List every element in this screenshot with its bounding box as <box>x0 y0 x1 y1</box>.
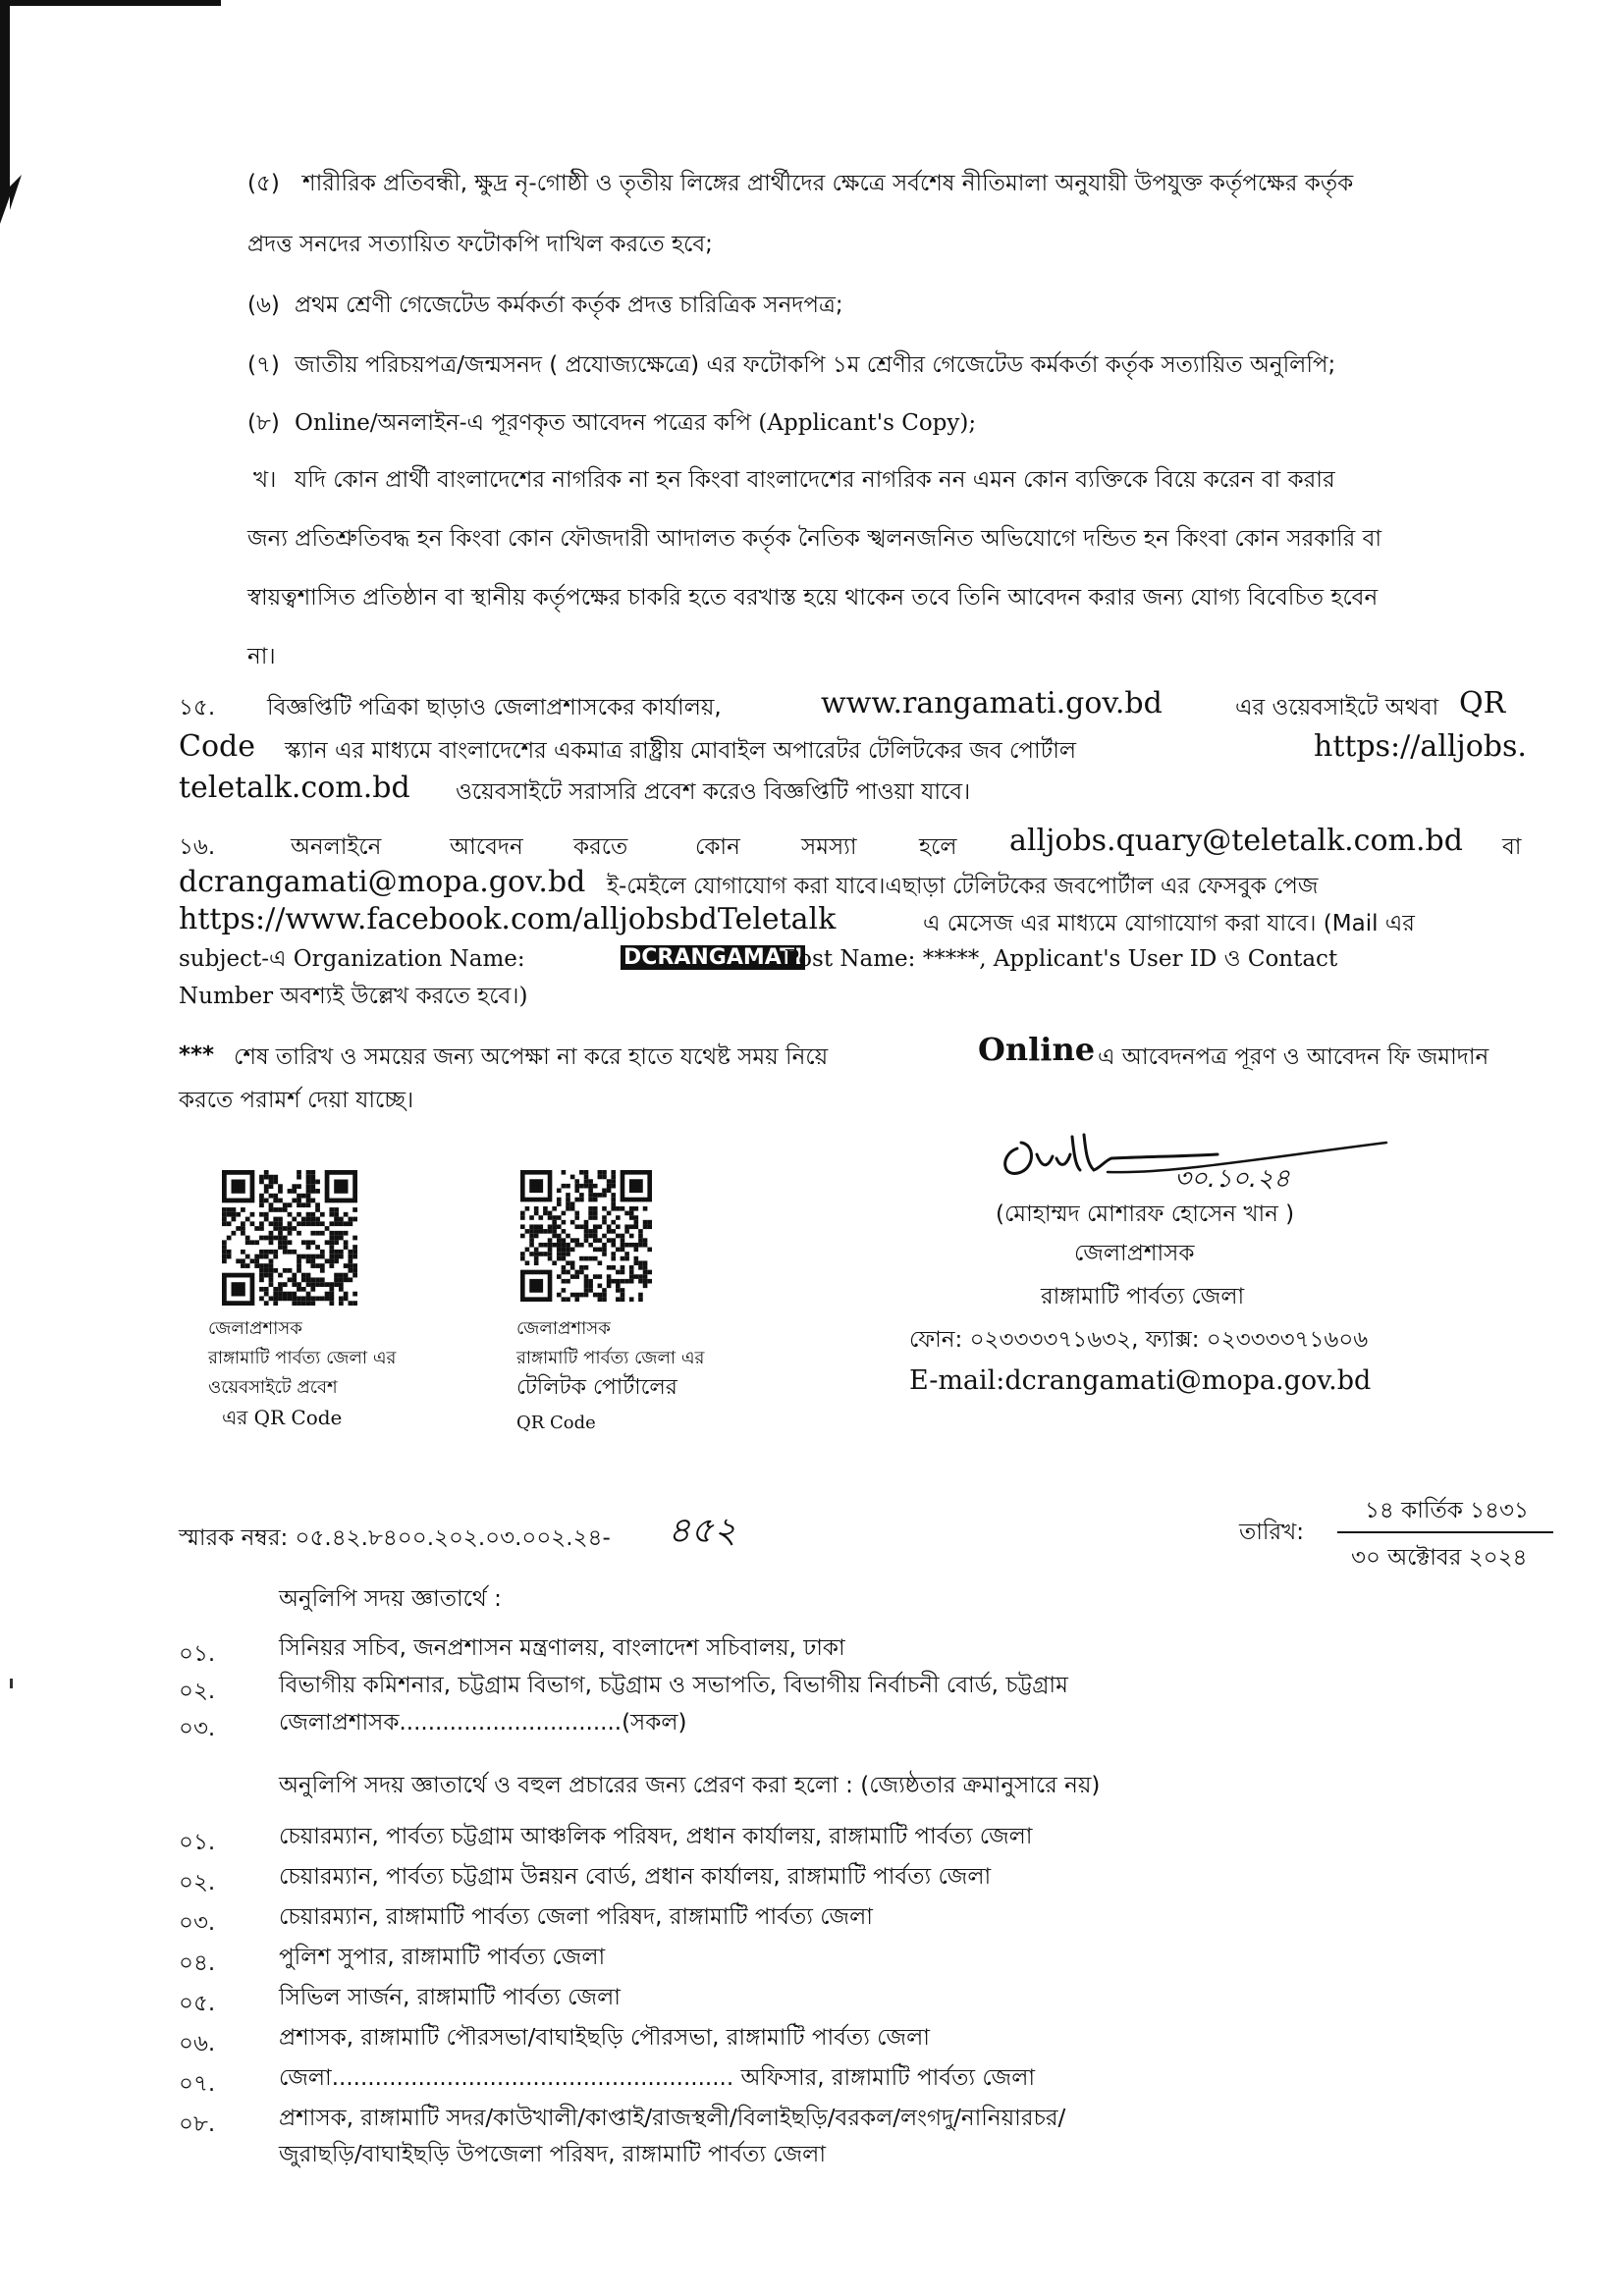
copy-group-1-item-number: ০১. <box>179 1641 216 1667</box>
para-15-code: Code <box>179 729 255 764</box>
copy-group-1-item-text: জেলাপ্রশাসক...............................(সকল) <box>279 1710 687 1735</box>
copy-group-1-item-number: ০৩. <box>179 1716 216 1741</box>
clause-kha-label: খ। <box>253 467 277 493</box>
signature-scribble <box>992 1115 1404 1209</box>
requirement-5-number: (৫) <box>247 171 280 196</box>
para-15-text-3: স্ক্যান এর মাধ্যমে বাংলাদেশের একমাত্র রাষ্ট্রীয় মোবাইল অপারেটর টেলিটকের জব পোর্টাল <box>285 738 1076 764</box>
date-label: তারিখ: <box>1239 1520 1305 1545</box>
para-15-text: বিজ্ঞপ্তিটি পত্রিকা ছাড়াও জেলাপ্রশাসকের কার্যালয়, <box>267 695 722 721</box>
para-16-word-1: অনলাইনে <box>291 834 382 860</box>
para-16-subject-label: subject-এ Organization Name: <box>179 946 525 972</box>
facebook-page-link[interactable]: https://www.facebook.com/alljobsbdTeletalk <box>179 902 837 936</box>
requirement-6-number: (৬) <box>247 293 280 318</box>
qr-right-caption-1: জেলাপ্রশাসক <box>516 1318 611 1339</box>
date-bangla: ১৪ কার্তিক ১৪৩১ <box>1365 1498 1529 1523</box>
copy-group-2-item-text: প্রশাসক, রাঙ্গামাটি সদর/কাউখালী/কাপ্তাই/রাজস্থলী/বিলাইছড়ি/বরকল/লংগদু/নানিয়ারচর/ <box>279 2106 1066 2131</box>
copy-group-1-item-number: ০২. <box>179 1679 216 1704</box>
signatory-district: রাঙ্গামাটি পার্বত্য জেলা <box>1041 1284 1245 1309</box>
requirement-5-text-cont: প্রদত্ত সনদের সত্যায়িত ফটোকপি দাখিল করতে হবে; <box>247 232 713 257</box>
copy-group-2-item-text: সিভিল সার্জন, রাঙ্গামাটি পার্বত্য জেলা <box>279 1985 621 2010</box>
copy-group-1-item-text: সিনিয়র সচিব, জনপ্রশাসন মন্ত্রণালয়, বাংলাদেশ সচিবালয়, ঢাকা <box>279 1635 845 1661</box>
notice-online: Online <box>978 1031 1096 1068</box>
copy-group-2-item-text: চেয়ারম্যান, পার্বত্য চট্টগ্রাম আঞ্চলিক পরিষদ, প্রধান কার্যালয়, রাঙ্গামাটি পার্বত্য জেলা <box>279 1824 1033 1849</box>
para-16-closing: Number অবশ্যই উল্লেখ করতে হবে।) <box>179 984 528 1009</box>
signature-date: ৩০.১০.২৪ <box>1174 1164 1290 1194</box>
copy-group-2-item-text: প্রশাসক, রাঙ্গামাটি পৌরসভা/বাঘাইছড়ি পৌরসভা, রাঙ্গামাটি পার্বত্য জেলা <box>279 2025 930 2051</box>
notice-text-1: শেষ তারিখ ও সময়ের জন্য অপেক্ষা না করে হাতে যথেষ্ট সময় নিয়ে <box>234 1044 829 1070</box>
qr-left-caption-4: এর QR Code <box>222 1406 343 1429</box>
teletalk-portal-qr-code <box>520 1170 652 1302</box>
copy-group-2-item-text: পুলিশ সুপার, রাঙ্গামাটি পার্বত্য জেলা <box>279 1945 606 1970</box>
date-divider <box>1337 1531 1553 1533</box>
alljobs-portal-link-cont[interactable]: teletalk.com.bd <box>179 771 410 805</box>
copy-group-2-item-number: ০৩. <box>179 1910 216 1936</box>
qr-right-caption-4: QR Code <box>516 1413 596 1433</box>
para-16-word-4: কোন <box>695 834 740 860</box>
copy-group-2-item-number: ০২. <box>179 1870 216 1896</box>
clause-kha-line-4: না। <box>247 644 276 669</box>
qr-left-caption-2: রাঙ্গামাটি পার্বত্য জেলা এর <box>208 1348 397 1368</box>
alljobs-query-email-link[interactable]: alljobs.quary@teletalk.com.bd <box>1009 824 1463 858</box>
office-phone-fax: ফোন: ০২৩৩৩৩৭১৬৩২, ফ্যাক্স: ০২৩৩৩৩৭১৬০৬ <box>909 1327 1369 1353</box>
copy-group-2-item-8-cont: জুরাছড়ি/বাঘাইছড়ি উপজেলা পরিষদ, রাঙ্গামাটি পার্বত্য জেলা <box>279 2142 826 2167</box>
para-16-word-5: সমস্যা <box>801 834 857 860</box>
para-16-word-2: আবেদন <box>450 834 523 860</box>
copy-group-2-item-text: চেয়ারম্যান, পার্বত্য চট্টগ্রাম উন্নয়ন বোর্ড, প্রধান কার্যালয়, রাঙ্গামাটি পার্বত্য জেলা <box>279 1864 992 1890</box>
clause-kha-line-2: জন্য প্রতিশ্রুতিবদ্ধ হন কিংবা কোন ফৌজদারী আদালত কর্তৃক নৈতিক স্খলনজনিত অভিযোগে দন্ডিত হন কিংবা কোন সরকারি বা <box>247 526 1382 552</box>
qr-right-caption-3: টেলিটক পোর্টালের <box>516 1375 677 1400</box>
dc-email-link[interactable]: dcrangamati@mopa.gov.bd <box>179 865 586 899</box>
signatory-designation: জেলাপ্রশাসক <box>1074 1241 1195 1266</box>
clause-kha-line-1: যদি কোন প্রার্থী বাংলাদেশের নাগরিক না হন কিংবা বাংলাদেশের নাগরিক নন এমন কোন ব্যক্তিকে বিয়ে করেন বা করার <box>295 467 1335 493</box>
para-16-number: ১৬. <box>179 834 216 860</box>
copy-group-2-item-number: ০৮. <box>179 2111 216 2137</box>
requirement-8-number: (৮) <box>247 410 280 436</box>
clause-kha-line-3: স্বায়ত্বশাসিত প্রতিষ্ঠান বা স্থানীয় কর্তৃপক্ষের চাকরি হতে বরখাস্ত হয়ে থাকেন তবে তিনি আবেদন করার জন্য যোগ্য বিবেচিত হবেন <box>247 585 1379 611</box>
para-15-text-4: ওয়েবসাইটে সরাসরি প্রবেশ করেও বিজ্ঞপ্তিটি পাওয়া যাবে। <box>456 779 971 805</box>
para-15-qr: QR <box>1459 686 1506 721</box>
para-16-subject-rest: , Post Name: *****, Applicant's User ID ও Contact <box>770 946 1338 972</box>
copy-group-2-item-number: ০৭. <box>179 2071 216 2097</box>
para-15-text-2: এর ওয়েবসাইটে অথবা <box>1235 695 1439 721</box>
qr-right-caption-2: রাঙ্গামাটি পার্বত্য জেলা এর <box>516 1348 705 1368</box>
requirement-6-text: প্রথম শ্রেণী গেজেটেড কর্মকর্তা কর্তৃক প্রদত্ত চারিত্রিক সনদপত্র; <box>295 293 843 318</box>
requirement-8-text: Online/অনলাইন-এ পূরণকৃত আবেদন পত্রের কপি (Applicant's Copy); <box>295 410 977 436</box>
copy-group-1-heading: অনুলিপি সদয় জ্ঞাতার্থে : <box>279 1586 502 1612</box>
website-qr-code <box>222 1170 357 1306</box>
para-16-text-2: ই-মেইলে যোগাযোগ করা যাবে।এছাড়া টেলিটকের জবপোর্টাল এর ফেসবুক পেজ <box>607 874 1319 899</box>
memo-handwritten-number: ৪৫২ <box>668 1511 737 1551</box>
scan-speck <box>10 1679 13 1688</box>
para-16-text-3: এ মেসেজ এর মাধ্যমে যোগাযোগ করা যাবে। (Mail এর <box>923 911 1415 936</box>
notice-text-2: এ আবেদনপত্র পূরণ ও আবেদন ফি জমাদান <box>1098 1044 1489 1070</box>
notice-text-3: করতে পরামর্শ দেয়া যাচ্ছে। <box>179 1088 414 1113</box>
requirement-7-text: জাতীয় পরিচয়পত্র/জন্মসনদ ( প্রযোজ্যক্ষেত্রে) এর ফটোকপি ১ম শ্রেণীর গেজেটেড কর্মকর্তা কর্তৃক সত্যায়িত অনুলিপি; <box>295 352 1336 378</box>
scan-edge-mark <box>0 0 236 236</box>
copy-group-2-item-number: ০৫. <box>179 1991 216 2016</box>
memo-number: স্মারক নম্বর: ০৫.৪২.৮৪০০.২০২.০৩.০০২.২৪- <box>179 1525 611 1551</box>
copy-group-2-item-number: ০৪. <box>179 1950 216 1976</box>
organization-name-highlight: DCRANGAMATI <box>621 945 805 970</box>
copy-group-2-item-number: ০৬. <box>179 2031 216 2056</box>
signatory-name: (মোহাম্মদ মোশারফ হোসেন খান ) <box>996 1201 1295 1227</box>
copy-group-2-item-number: ০১. <box>179 1830 216 1855</box>
para-16-word-3: করতে <box>573 834 628 860</box>
alljobs-portal-link[interactable]: https://alljobs. <box>1314 729 1527 764</box>
copy-group-1-item-text: বিভাগীয় কমিশনার, চট্টগ্রাম বিভাগ, চট্টগ্রাম ও সভাপতি, বিভাগীয় নির্বাচনী বোর্ড, চট্টগ্রাম <box>279 1673 1068 1698</box>
notice-stars: *** <box>179 1042 215 1068</box>
requirement-7-number: (৭) <box>247 352 280 378</box>
rangamati-website-link[interactable]: www.rangamati.gov.bd <box>821 686 1163 721</box>
para-15-number: ১৫. <box>179 695 216 721</box>
copy-group-2-item-text: জেলা........................................................ অফিসার, রাঙ্গামাটি পার্বত্য জেলা <box>279 2065 1036 2091</box>
para-16-word-8: বা <box>1502 834 1522 860</box>
qr-left-caption-1: জেলাপ্রশাসক <box>208 1318 302 1339</box>
para-16-word-6: হলে <box>919 834 957 860</box>
date-english: ৩০ অক্টোবর ২০২৪ <box>1351 1545 1528 1571</box>
qr-left-caption-3: ওয়েবসাইটে প্রবেশ <box>208 1377 338 1398</box>
requirement-5-text: শারীরিক প্রতিবন্ধী, ক্ষুদ্র নৃ-গোষ্ঠী ও তৃতীয় লিঙ্গের প্রার্থীদের ক্ষেত্রে সর্বশেষ নীতিমালা অনুযায়ী উপযুক্ত কর্তৃপক্ষের কর্তৃক <box>302 171 1354 196</box>
copy-group-2-heading: অনুলিপি সদয় জ্ঞাতার্থে ও বহুল প্রচারের জন্য প্রেরণ করা হলো : (জ্যেষ্ঠতার ক্রমানুসারে নয়) <box>279 1773 1101 1798</box>
office-email[interactable]: E-mail:dcrangamati@mopa.gov.bd <box>909 1365 1372 1396</box>
copy-group-2-item-text: চেয়ারম্যান, রাঙ্গামাটি পার্বত্য জেলা পরিষদ, রাঙ্গামাটি পার্বত্য জেলা <box>279 1904 873 1930</box>
